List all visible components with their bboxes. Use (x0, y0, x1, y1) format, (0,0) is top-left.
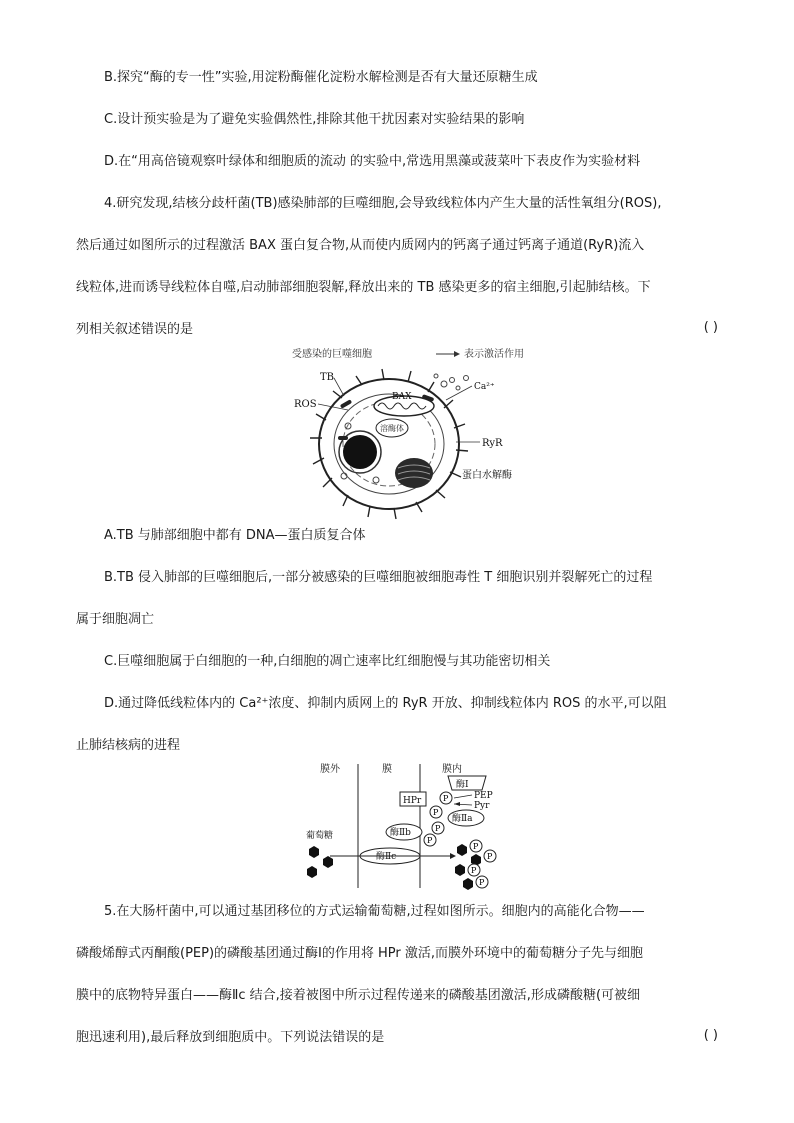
svg-text:P: P (487, 852, 493, 861)
svg-text:BAX: BAX (392, 392, 412, 402)
svg-text:PEP: PEP (474, 791, 493, 801)
svg-text:P: P (479, 878, 485, 887)
svg-text:溶酶体: 溶酶体 (380, 424, 404, 433)
q4-stem-line1: 4.研究发现,结核分歧杆菌(TB)感染肺部的巨噬细胞,会导致线粒体内产生大量的活性氧组分(ROS), (104, 196, 662, 211)
svg-text:P: P (443, 794, 449, 803)
svg-text:酶Ⅱc: 酶Ⅱc (376, 852, 397, 862)
glucose-icon (307, 846, 333, 878)
option-b-top: B.探究“酶的专一性”实验,用淀粉酶催化淀粉水解检测是否有大量还原糖生成 (104, 70, 538, 85)
svg-text:P: P (471, 866, 477, 875)
svg-text:P: P (433, 808, 439, 817)
macrophage-figure (286, 340, 546, 520)
q4-option-a: A.TB 与肺部细胞中都有 DNA—蛋白质复合体 (104, 528, 366, 543)
q5-stem-line4: 胞迅速利用),最后释放到细胞质中。下列说法错误的是 (76, 1030, 385, 1045)
q4-stem-line3: 线粒体,进而诱导线粒体自噬,启动肺部细胞裂解,释放出来的 TB 感染更多的宿主细胞,引起肺结核。下 (76, 280, 651, 295)
q4-answer-paren: ( ) (703, 320, 718, 335)
q4-option-b-line1: B.TB 侵入肺部的巨噬细胞后,一部分被感染的巨噬细胞被细胞毒性 T 细胞识别并裂解死亡的过程 (104, 570, 653, 585)
svg-text:P: P (427, 836, 433, 845)
svg-text:膜外: 膜外 (320, 764, 340, 775)
svg-text:葡萄糖: 葡萄糖 (306, 831, 334, 841)
svg-text:RyR: RyR (482, 438, 503, 449)
caption-infected-cell: 受感染的巨噬细胞 (292, 349, 372, 360)
q4-stem-line4: 列相关叙述错误的是 (76, 322, 194, 337)
q5-stem-line3: 膜中的底物特异蛋白——酶Ⅱc 结合,接着被图中所示过程传递来的磷酸基团激活,形成磷酸糖(可被细 (76, 988, 641, 1003)
option-d-top: D.在“用高倍镜观察叶绿体和细胞质的流动 的实验中,常选用黑藻或菠菜叶下表皮作为实验材料 (104, 154, 641, 169)
q4-option-c: C.巨噬细胞属于白细胞的一种,白细胞的凋亡速率比红细胞慢与其功能密切相关 (104, 654, 551, 669)
svg-text:膜: 膜 (382, 764, 392, 775)
caption-activation: 表示激活作用 (464, 349, 524, 360)
svg-text:P: P (473, 842, 479, 851)
q5-stem-line2: 磷酸烯醇式丙酮酸(PEP)的磷酸基团通过酶Ⅰ的作用将 HPr 激活,而膜外环境中的葡萄糖分子先与细胞 (76, 946, 643, 961)
q5-stem-line1: 5.在大肠杆菌中,可以通过基团移位的方式运输葡萄糖,过程如图所示。细胞内的高能化合物—— (104, 904, 645, 919)
svg-text:膜内: 膜内 (442, 764, 462, 775)
svg-text:酶Ⅱa: 酶Ⅱa (452, 814, 473, 824)
svg-text:酶Ⅱb: 酶Ⅱb (390, 828, 411, 838)
nucleus-icon (343, 435, 377, 469)
q4-option-d-line2: 止肺结核病的进程 (76, 738, 181, 753)
svg-text:酶Ⅰ: 酶Ⅰ (456, 780, 469, 790)
svg-text:Pyr: Pyr (474, 801, 490, 811)
svg-text:ROS: ROS (294, 399, 317, 410)
q5-answer-paren: ( ) (703, 1028, 718, 1043)
q4-stem-line2: 然后通过如图所示的过程激活 BAX 蛋白复合物,从而使内质网内的钙离子通过钙离子通道(RyR)流入 (76, 238, 645, 253)
group-translocation-figure (300, 758, 540, 890)
svg-text:P: P (435, 824, 441, 833)
svg-text:蛋白水解酶: 蛋白水解酶 (462, 470, 512, 481)
option-c-top: C.设计预实验是为了避免实验偶然性,排除其他干扰因素对实验结果的影响 (104, 112, 525, 127)
svg-text:Ca²⁺: Ca²⁺ (474, 382, 495, 392)
q4-option-d-line1: D.通过降低线粒体内的 Ca²⁺浓度、抑制内质网上的 RyR 开放、抑制线粒体内 ROS 的水平,可以阻 (104, 696, 667, 711)
svg-text:HPr: HPr (403, 796, 422, 806)
q4-option-b-line2: 属于细胞凋亡 (76, 612, 155, 627)
svg-text:TB: TB (320, 372, 335, 383)
